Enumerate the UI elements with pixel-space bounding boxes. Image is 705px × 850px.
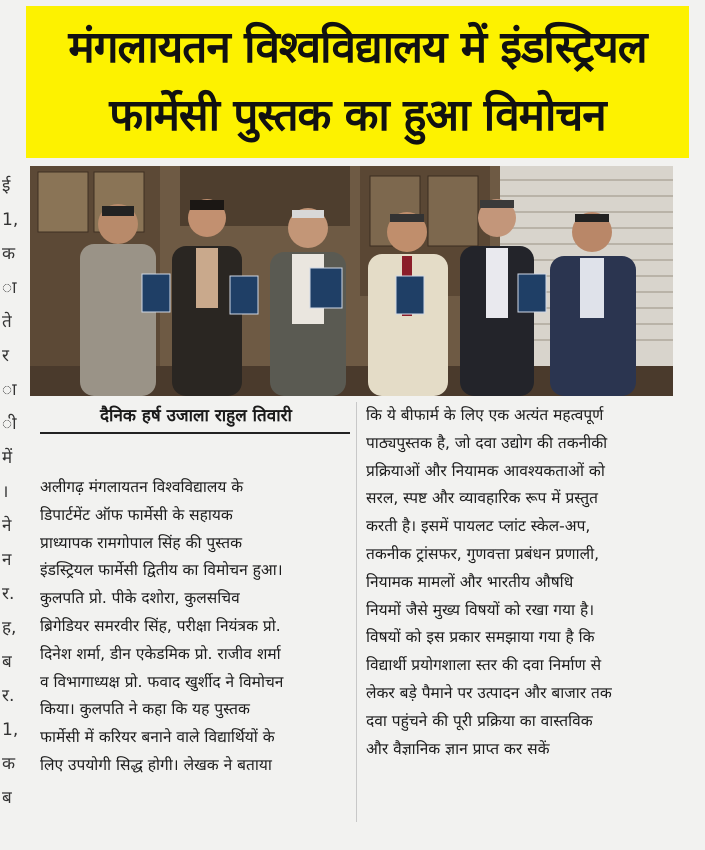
margin-fragment: ब — [2, 788, 12, 808]
right-column-line: और वैज्ञानिक ज्ञान प्राप्त कर सकें — [366, 739, 550, 758]
right-column-line: प्रक्रियाओं और नियामक आवश्यकताओं को — [366, 461, 605, 480]
right-column-line: दवा पहुंचने की पूरी प्रक्रिया का वास्तविक — [366, 711, 593, 730]
margin-fragment: ी — [2, 414, 17, 434]
margin-fragment: 1, — [2, 210, 19, 230]
right-column-line: कि ये बीफार्म के लिए एक अत्यंत महत्वपूर्ण — [366, 406, 604, 424]
left-column-line: दिनेश शर्मा, डीन एकेडमिक प्रो. राजीव शर्मा — [40, 644, 281, 663]
margin-fragment: र. — [2, 686, 15, 706]
left-column-line: इंडस्ट्रियल फार्मेसी द्वितीय का विमोचन हुआ। — [40, 561, 283, 580]
headline-line-1: मंगलायतन विश्वविद्यालय में इंडस्ट्रियल — [68, 22, 647, 73]
margin-fragment: 1, — [2, 720, 19, 740]
left-column-line: किया। कुलपति ने कहा कि यह पुस्तक — [40, 700, 250, 719]
right-column-line: करती है। इसमें पायलट प्लांट स्केल-अप, — [366, 517, 591, 536]
right-column-line: तकनीक ट्रांसफर, गुणवत्ता प्रबंधन प्रणाली, — [366, 544, 600, 563]
right-column-line: विद्यार्थी प्रयोगशाला स्तर की दवा निर्माण से — [366, 656, 602, 675]
margin-fragment: न — [2, 550, 12, 570]
margin-fragment: । — [2, 482, 9, 502]
left-column-line: अलीगढ़ मंगलायतन विश्वविद्यालय के — [40, 478, 244, 496]
byline-rule — [40, 432, 350, 434]
margin-fragment: ई — [2, 176, 11, 196]
margin-fragment: ा — [2, 278, 17, 298]
left-column-line: डिपार्टमेंट ऑफ फार्मेसी के सहायक — [40, 505, 233, 524]
column-divider — [356, 402, 357, 822]
adjacent-column-fragments — [0, 166, 22, 816]
right-column-line: नियामक मामलों और भारतीय औषधि — [366, 572, 574, 591]
margin-fragment: में — [2, 448, 13, 468]
margin-fragment: र — [2, 346, 9, 366]
margin-fragment: क — [2, 754, 16, 774]
article-column-left — [40, 474, 348, 780]
margin-fragment: ब — [2, 652, 12, 672]
right-column-line: लेकर बड़े पैमाने पर उत्पादन और बाजार तक — [366, 683, 612, 702]
right-column-line: नियमों जैसे मुख्य विषयों को रखा गया है। — [366, 600, 595, 619]
right-column-line: सरल, स्पष्ट और व्यावहारिक रूप में प्रस्तुत — [366, 489, 598, 508]
group-photo-illustration — [30, 166, 673, 396]
margin-fragment: ा — [2, 380, 17, 400]
margin-fragment: ते — [2, 312, 12, 332]
article-column-right — [366, 402, 684, 763]
left-column-line: लिए उपयोगी सिद्ध होगी। लेखक ने बताया — [40, 755, 272, 774]
margin-fragment: ह, — [2, 618, 17, 638]
left-column-line: प्राध्यापक रामगोपाल सिंह की पुस्तक — [40, 533, 242, 552]
book-release-photo — [30, 166, 673, 396]
left-column-line: फार्मेसी में करियर बनाने वाले विद्यार्थियों के — [40, 728, 275, 747]
left-column-line: ब्रिगेडियर समरवीर सिंह, परीक्षा नियंत्रक प्रो. — [40, 616, 281, 635]
margin-fragment: ने — [2, 516, 12, 536]
byline: दैनिक हर्ष उजाला राहुल तिवारी — [100, 406, 292, 426]
right-column-line: पाठ्यपुस्तक है, जो दवा उद्योग की तकनीकी — [366, 433, 608, 452]
left-column-line: व विभागाध्यक्ष प्रो. फवाद खुर्शीद ने विमोचन — [40, 672, 284, 691]
margin-fragment: क — [2, 244, 16, 264]
headline-line-2: फार्मेसी पुस्तक का हुआ विमोचन — [109, 90, 606, 141]
right-column-line: विषयों को इस प्रकार समझाया गया है कि — [366, 628, 595, 647]
left-column-line: कुलपति प्रो. पीके दशोरा, कुलसचिव — [40, 589, 240, 608]
headline-banner — [26, 6, 689, 158]
margin-fragment: र. — [2, 584, 15, 604]
